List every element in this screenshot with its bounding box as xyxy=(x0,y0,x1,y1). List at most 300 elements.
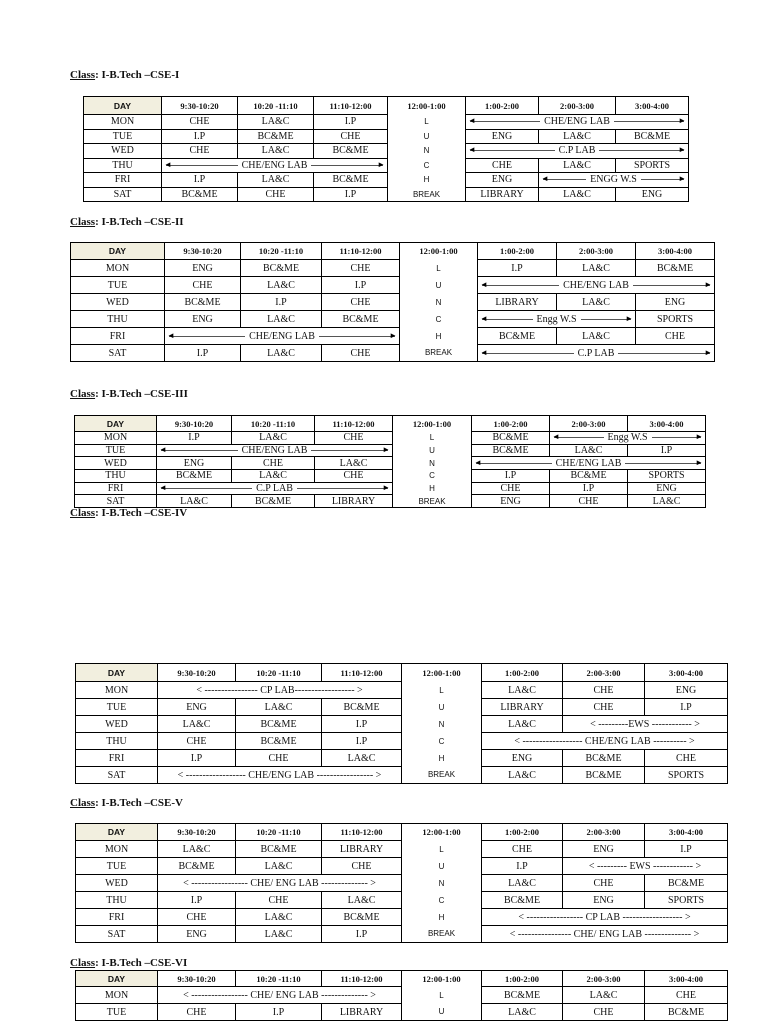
lab-span-label: C.P LAB xyxy=(256,483,293,495)
subject-cell: CHE xyxy=(550,495,628,508)
subject-cell: ENG xyxy=(616,187,689,202)
lunch-break-cell: U xyxy=(402,699,482,716)
subject-cell: CHE xyxy=(322,294,400,311)
table-row xyxy=(76,892,728,909)
lunch-break-cell: N xyxy=(402,875,482,892)
lunch-break-cell: L xyxy=(393,432,472,445)
period-header: 3:00-4:00 xyxy=(645,664,728,682)
day-cell: TUE xyxy=(71,277,165,294)
lab-span-label: ENGG W.S xyxy=(590,174,637,186)
subject-cell: LA&C xyxy=(482,875,563,892)
lunch-break-cell: U xyxy=(402,858,482,875)
period-header: 1:00-2:00 xyxy=(478,243,557,260)
subject-cell: BC&ME xyxy=(482,892,563,909)
period-header: 2:00-3:00 xyxy=(563,824,645,841)
lab-span-label: CHE/ENG LAB xyxy=(249,330,315,342)
lunch-break-cell: C xyxy=(400,311,478,328)
lab-span-cell xyxy=(478,345,715,362)
subject-cell: CHE xyxy=(322,858,402,875)
subject-cell: ENG xyxy=(466,129,539,144)
lunch-break-cell: C xyxy=(402,892,482,909)
table-row xyxy=(76,767,728,784)
day-column-header: DAY xyxy=(76,664,158,682)
subject-cell: LIBRARY xyxy=(478,294,557,311)
subject-cell: CHE xyxy=(314,129,388,144)
period-header: 10:20 -11:10 xyxy=(232,416,315,432)
subject-cell: BC&ME xyxy=(157,470,232,483)
lab-span-cell: < ---------------- CHE/ ENG LAB -------------- > xyxy=(482,926,728,943)
period-header: 10:20 -11:10 xyxy=(241,243,322,260)
subject-cell: ENG xyxy=(158,699,236,716)
subject-cell: LA&C xyxy=(238,173,314,188)
subject-cell: BC&ME xyxy=(236,841,322,858)
class-title-cse-3: Class: I-B.Tech –CSE-III xyxy=(70,388,188,400)
lab-span-cell: < ------------------ CHE/ENG LAB ---------- > xyxy=(482,733,728,750)
subject-cell: I.P xyxy=(550,482,628,495)
table-row xyxy=(76,909,728,926)
lab-span-cell xyxy=(466,115,689,130)
lunch-break-cell: C xyxy=(388,158,466,173)
subject-cell: ENG xyxy=(165,311,241,328)
subject-cell: SPORTS xyxy=(636,311,715,328)
header-row xyxy=(76,824,728,841)
day-cell: THU xyxy=(75,470,157,483)
subject-cell: CHE xyxy=(158,733,236,750)
day-cell: THU xyxy=(76,733,158,750)
lunch-break-cell: H xyxy=(400,328,478,345)
subject-cell: CHE xyxy=(322,345,400,362)
subject-cell: I.P xyxy=(314,187,388,202)
subject-cell: LA&C xyxy=(241,345,322,362)
subject-cell: CHE xyxy=(472,482,550,495)
table-row xyxy=(71,294,715,311)
subject-cell: I.P xyxy=(478,260,557,277)
timetable-cse-6 xyxy=(75,970,728,1021)
day-cell: SAT xyxy=(84,187,162,202)
subject-cell: BC&ME xyxy=(236,716,322,733)
subject-cell: SPORTS xyxy=(645,767,728,784)
table-row xyxy=(71,328,715,345)
timetable-cse-4 xyxy=(75,663,728,784)
subject-cell: CHE xyxy=(645,987,728,1004)
subject-cell: ENG xyxy=(165,260,241,277)
subject-cell: CHE xyxy=(158,909,236,926)
subject-cell: BC&ME xyxy=(472,444,550,457)
subject-cell: BC&ME xyxy=(322,909,402,926)
subject-cell: BC&ME xyxy=(563,767,645,784)
subject-cell: BC&ME xyxy=(472,432,550,445)
subject-cell: LA&C xyxy=(236,909,322,926)
subject-cell: LA&C xyxy=(557,294,636,311)
table-row xyxy=(71,311,715,328)
subject-cell: CHE xyxy=(165,277,241,294)
subject-cell: LA&C xyxy=(158,841,236,858)
lab-span-label: Engg W.S xyxy=(536,313,577,325)
header-row xyxy=(71,243,715,260)
subject-cell: ENG xyxy=(158,926,236,943)
subject-cell: BC&ME xyxy=(314,144,388,159)
subject-cell: SPORTS xyxy=(628,470,706,483)
lab-span-label: CHE/ENG LAB xyxy=(544,116,610,128)
subject-cell: LIBRARY xyxy=(322,841,402,858)
lab-span-cell: < ---------EWS ------------ > xyxy=(563,716,728,733)
day-cell: TUE xyxy=(76,858,158,875)
day-cell: MON xyxy=(71,260,165,277)
day-cell: SAT xyxy=(71,345,165,362)
lab-span-label: Engg W.S xyxy=(607,432,648,444)
subject-cell: LIBRARY xyxy=(482,699,563,716)
table-row xyxy=(76,733,728,750)
lunch-break-cell: H xyxy=(402,909,482,926)
subject-cell: I.P xyxy=(322,733,402,750)
lunch-break-cell: C xyxy=(393,470,472,483)
table-row xyxy=(75,457,706,470)
header-row xyxy=(76,664,728,682)
day-column-header: DAY xyxy=(84,97,162,115)
subject-cell: BC&ME xyxy=(616,129,689,144)
lab-span-cell xyxy=(165,328,400,345)
day-cell: FRI xyxy=(71,328,165,345)
subject-cell: LA&C xyxy=(322,892,402,909)
subject-cell: LA&C xyxy=(236,858,322,875)
period-header: 12:00-1:00 xyxy=(388,97,466,115)
table-row xyxy=(71,277,715,294)
day-column-header: DAY xyxy=(71,243,165,260)
period-header: 3:00-4:00 xyxy=(636,243,715,260)
subject-cell: BC&ME xyxy=(232,495,315,508)
subject-cell: LA&C xyxy=(238,115,314,130)
subject-cell: SPORTS xyxy=(616,158,689,173)
subject-cell: I.P xyxy=(645,699,728,716)
lunch-break-cell: H xyxy=(402,750,482,767)
lunch-break-cell: H xyxy=(393,482,472,495)
header-row xyxy=(76,971,728,987)
period-header: 11:10-12:00 xyxy=(322,824,402,841)
period-header: 3:00-4:00 xyxy=(645,824,728,841)
period-header: 2:00-3:00 xyxy=(550,416,628,432)
period-header: 1:00-2:00 xyxy=(482,824,563,841)
subject-cell: LA&C xyxy=(238,144,314,159)
day-cell: THU xyxy=(84,158,162,173)
class-title-cse-2: Class: I-B.Tech –CSE-II xyxy=(70,216,184,228)
period-header: 12:00-1:00 xyxy=(400,243,478,260)
subject-cell: LIBRARY xyxy=(466,187,539,202)
table-row xyxy=(75,482,706,495)
day-cell: MON xyxy=(76,987,158,1004)
lunch-break-cell: C xyxy=(402,733,482,750)
day-cell: FRI xyxy=(76,750,158,767)
period-header: 3:00-4:00 xyxy=(628,416,706,432)
subject-cell: LA&C xyxy=(232,470,315,483)
subject-cell: I.P xyxy=(162,173,238,188)
table-row xyxy=(76,987,728,1004)
lab-span-label: C.P LAB xyxy=(558,145,596,157)
period-header: 1:00-2:00 xyxy=(482,971,563,987)
table-row xyxy=(75,444,706,457)
subject-cell: I.P xyxy=(322,716,402,733)
day-column-header: DAY xyxy=(75,416,157,432)
subject-cell: LA&C xyxy=(482,1004,563,1021)
subject-cell: LA&C xyxy=(158,716,236,733)
lunch-break-cell: N xyxy=(400,294,478,311)
class-title-cse-5: Class: I-B.Tech –CSE-V xyxy=(70,797,183,809)
class-title-cse-6: Class: I-B.Tech –CSE-VI xyxy=(70,957,188,969)
table-row xyxy=(84,144,689,159)
subject-cell: CHE xyxy=(158,1004,236,1021)
period-header: 3:00-4:00 xyxy=(616,97,689,115)
table-row xyxy=(75,432,706,445)
table-row xyxy=(76,699,728,716)
subject-cell: LA&C xyxy=(482,716,563,733)
period-header: 9:30-10:20 xyxy=(157,416,232,432)
day-cell: WED xyxy=(76,875,158,892)
subject-cell: LA&C xyxy=(550,444,628,457)
lunch-break-cell: H xyxy=(388,173,466,188)
subject-cell: LA&C xyxy=(563,987,645,1004)
lunch-break-cell: L xyxy=(402,987,482,1004)
table-row xyxy=(76,875,728,892)
lunch-break-cell: U xyxy=(393,444,472,457)
subject-cell: BC&ME xyxy=(645,1004,728,1021)
period-header: 11:10-12:00 xyxy=(322,971,402,987)
subject-cell: ENG xyxy=(645,682,728,699)
subject-cell: LA&C xyxy=(557,328,636,345)
day-cell: THU xyxy=(76,892,158,909)
subject-cell: ENG xyxy=(563,892,645,909)
subject-cell: LA&C xyxy=(482,682,563,699)
subject-cell: BC&ME xyxy=(322,699,402,716)
lunch-break-cell: U xyxy=(400,277,478,294)
header-row xyxy=(84,97,689,115)
subject-cell: I.P xyxy=(236,1004,322,1021)
subject-cell: LA&C xyxy=(482,767,563,784)
period-header: 9:30-10:20 xyxy=(158,971,236,987)
subject-cell: I.P xyxy=(165,345,241,362)
table-row xyxy=(76,1004,728,1021)
lunch-break-cell: U xyxy=(402,1004,482,1021)
period-header: 1:00-2:00 xyxy=(472,416,550,432)
lab-span-cell: < ----------------- CHE/ ENG LAB -------------- > xyxy=(158,987,402,1004)
lab-span-cell: < ----------------- CP LAB ------------------ > xyxy=(482,909,728,926)
lab-span-cell: < ---------------- CP LAB------------------ > xyxy=(158,682,402,699)
subject-cell: ENG xyxy=(636,294,715,311)
subject-cell: BC&ME xyxy=(563,750,645,767)
subject-cell: BC&ME xyxy=(482,987,563,1004)
lab-span-label: CHE/ENG LAB xyxy=(241,159,308,171)
subject-cell: ENG xyxy=(466,173,539,188)
lunch-break-cell: BREAK xyxy=(393,495,472,508)
subject-cell: CHE xyxy=(236,750,322,767)
subject-cell: I.P xyxy=(158,750,236,767)
table-row xyxy=(84,115,689,130)
subject-cell: CHE xyxy=(563,875,645,892)
lab-span-cell xyxy=(478,277,715,294)
subject-cell: SPORTS xyxy=(645,892,728,909)
period-header: 11:10-12:00 xyxy=(322,664,402,682)
subject-cell: LA&C xyxy=(539,158,616,173)
subject-cell: LA&C xyxy=(628,495,706,508)
subject-cell: I.P xyxy=(628,444,706,457)
table-row xyxy=(76,841,728,858)
period-header: 3:00-4:00 xyxy=(645,971,728,987)
period-header: 1:00-2:00 xyxy=(482,664,563,682)
lunch-break-cell: N xyxy=(388,144,466,159)
lab-span-cell xyxy=(472,457,706,470)
period-header: 10:20 -11:10 xyxy=(236,824,322,841)
table-row xyxy=(84,129,689,144)
lunch-break-cell: L xyxy=(402,682,482,699)
header-row xyxy=(75,416,706,432)
subject-cell: BC&ME xyxy=(158,858,236,875)
table-row xyxy=(76,858,728,875)
subject-cell: LA&C xyxy=(236,699,322,716)
subject-cell: LA&C xyxy=(157,495,232,508)
day-cell: TUE xyxy=(84,129,162,144)
class-title-cse-1: Class: I-B.Tech –CSE-I xyxy=(70,69,180,81)
day-cell: WED xyxy=(71,294,165,311)
subject-cell: LA&C xyxy=(322,750,402,767)
lunch-break-cell: BREAK xyxy=(402,767,482,784)
lab-span-label: CHE/ENG LAB xyxy=(563,279,629,291)
day-column-header: DAY xyxy=(76,971,158,987)
lab-span-label: CHE/ENG LAB xyxy=(555,457,622,469)
day-cell: MON xyxy=(84,115,162,130)
subject-cell: I.P xyxy=(158,892,236,909)
subject-cell: BC&ME xyxy=(162,187,238,202)
timetable-cse-3 xyxy=(74,415,706,508)
subject-cell: CHE xyxy=(563,682,645,699)
lunch-break-cell: BREAK xyxy=(402,926,482,943)
subject-cell: CHE xyxy=(162,115,238,130)
lab-span-cell xyxy=(157,482,393,495)
period-header: 1:00-2:00 xyxy=(466,97,539,115)
lunch-break-cell: L xyxy=(388,115,466,130)
period-header: 9:30-10:20 xyxy=(158,664,236,682)
timetable-cse-5 xyxy=(75,823,728,943)
lab-span-label: C.P LAB xyxy=(577,347,615,359)
period-header: 2:00-3:00 xyxy=(539,97,616,115)
lab-span-label: CHE/ENG LAB xyxy=(241,445,308,457)
table-row xyxy=(76,750,728,767)
day-cell: MON xyxy=(76,841,158,858)
subject-cell: I.P xyxy=(241,294,322,311)
subject-cell: ENG xyxy=(628,482,706,495)
table-row xyxy=(71,345,715,362)
lab-span-cell: < ------------------ CHE/ENG LAB ----------------- > xyxy=(158,767,402,784)
subject-cell: I.P xyxy=(322,277,400,294)
lab-span-cell: < ----------------- CHE/ ENG LAB -------------- > xyxy=(158,875,402,892)
table-row xyxy=(76,682,728,699)
subject-cell: CHE xyxy=(482,841,563,858)
subject-cell: LA&C xyxy=(241,277,322,294)
period-header: 12:00-1:00 xyxy=(402,971,482,987)
subject-cell: BC&ME xyxy=(165,294,241,311)
lunch-break-cell: BREAK xyxy=(400,345,478,362)
day-cell: TUE xyxy=(76,699,158,716)
subject-cell: LA&C xyxy=(315,457,393,470)
lunch-break-cell: BREAK xyxy=(388,187,466,202)
subject-cell: CHE xyxy=(563,1004,645,1021)
day-cell: WED xyxy=(84,144,162,159)
subject-cell: CHE xyxy=(315,432,393,445)
period-header: 9:30-10:20 xyxy=(162,97,238,115)
day-column-header: DAY xyxy=(76,824,158,841)
lunch-break-cell: U xyxy=(388,129,466,144)
subject-cell: ENG xyxy=(482,750,563,767)
subject-cell: BC&ME xyxy=(314,173,388,188)
subject-cell: BC&ME xyxy=(241,260,322,277)
subject-cell: I.P xyxy=(157,432,232,445)
period-header: 12:00-1:00 xyxy=(393,416,472,432)
day-cell: FRI xyxy=(84,173,162,188)
period-header: 10:20 -11:10 xyxy=(238,97,314,115)
subject-cell: LA&C xyxy=(539,129,616,144)
subject-cell: I.P xyxy=(322,926,402,943)
period-header: 2:00-3:00 xyxy=(557,243,636,260)
subject-cell: BC&ME xyxy=(478,328,557,345)
subject-cell: BC&ME xyxy=(636,260,715,277)
day-cell: WED xyxy=(75,457,157,470)
subject-cell: CHE xyxy=(236,892,322,909)
subject-cell: LIBRARY xyxy=(315,495,393,508)
subject-cell: CHE xyxy=(315,470,393,483)
table-row xyxy=(84,187,689,202)
subject-cell: CHE xyxy=(232,457,315,470)
subject-cell: CHE xyxy=(238,187,314,202)
period-header: 12:00-1:00 xyxy=(402,664,482,682)
table-row xyxy=(84,158,689,173)
subject-cell: CHE xyxy=(563,699,645,716)
day-cell: TUE xyxy=(76,1004,158,1021)
subject-cell: ENG xyxy=(563,841,645,858)
class-title-cse-4: Class: I-B.Tech –CSE-IV xyxy=(70,507,188,519)
period-header: 9:30-10:20 xyxy=(165,243,241,260)
timetable-cse-2 xyxy=(70,242,715,362)
subject-cell: CHE xyxy=(466,158,539,173)
table-row xyxy=(76,926,728,943)
subject-cell: I.P xyxy=(645,841,728,858)
timetable-cse-1 xyxy=(83,96,689,202)
period-header: 10:20 -11:10 xyxy=(236,971,322,987)
day-cell: SAT xyxy=(76,926,158,943)
subject-cell: ENG xyxy=(472,495,550,508)
subject-cell: BC&ME xyxy=(236,733,322,750)
table-row xyxy=(71,260,715,277)
day-cell: WED xyxy=(76,716,158,733)
subject-cell: LA&C xyxy=(539,187,616,202)
day-cell: FRI xyxy=(76,909,158,926)
lab-span-cell xyxy=(162,158,388,173)
day-cell: TUE xyxy=(75,444,157,457)
subject-cell: BC&ME xyxy=(238,129,314,144)
lab-span-cell: < --------- EWS ------------ > xyxy=(563,858,728,875)
period-header: 12:00-1:00 xyxy=(402,824,482,841)
subject-cell: I.P xyxy=(472,470,550,483)
lab-span-cell xyxy=(550,432,706,445)
subject-cell: LA&C xyxy=(557,260,636,277)
subject-cell: BC&ME xyxy=(322,311,400,328)
subject-cell: CHE xyxy=(322,260,400,277)
lab-span-cell xyxy=(466,144,689,159)
subject-cell: BC&ME xyxy=(550,470,628,483)
lunch-break-cell: L xyxy=(400,260,478,277)
table-row xyxy=(76,716,728,733)
lab-span-cell xyxy=(539,173,689,188)
table-row xyxy=(84,173,689,188)
lunch-break-cell: L xyxy=(402,841,482,858)
table-row xyxy=(75,470,706,483)
period-header: 10:20 -11:10 xyxy=(236,664,322,682)
